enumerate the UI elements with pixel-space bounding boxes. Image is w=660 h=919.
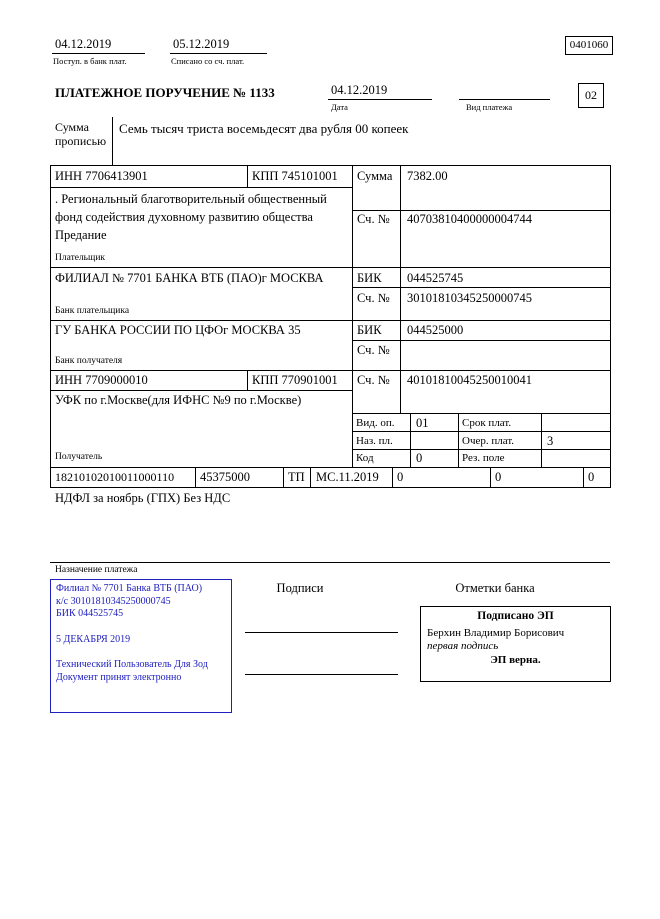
payee-bank-section-label: Банк получателя [55, 356, 123, 366]
line [352, 287, 610, 288]
doc-title: ПЛАТЕЖНОЕ ПОРУЧЕНИЕ № 1133 [55, 85, 275, 100]
esign-status: ЭП верна. [490, 654, 541, 666]
line [50, 467, 610, 468]
line [50, 390, 352, 391]
line [490, 467, 491, 487]
payer-bank-section-label: Банк плательщика [55, 306, 130, 316]
line [50, 267, 610, 268]
line [195, 467, 196, 487]
code-label: Код [356, 452, 374, 464]
payer-bank-account-label: Сч. № [357, 291, 390, 305]
esign-box [420, 606, 611, 682]
op-type-label: Вид. оп. [356, 417, 395, 429]
oktmo-value: 45375000 [200, 470, 250, 484]
received-label: Поступ. в банк плат. [53, 56, 127, 66]
line [352, 431, 610, 432]
purpose-label: Назначение платежа [55, 565, 138, 575]
line [352, 165, 353, 467]
stamp-corr-account: к/с 30101810345250000745 [56, 595, 171, 607]
payer-bank-account: 30101810345250000745 [407, 291, 532, 305]
payee-inn: ИНН 7709000010 [55, 373, 148, 387]
line [392, 467, 393, 487]
payee-bank-bik-label: БИК [357, 323, 382, 337]
payer-account-label: Сч. № [357, 212, 390, 226]
line [50, 165, 51, 487]
payee-bank-account-label: Сч. № [357, 343, 390, 357]
esign-title: Подписано ЭП [477, 610, 554, 622]
line [610, 165, 611, 487]
doc-num-value: 0 [397, 470, 404, 484]
line [247, 370, 248, 390]
line [352, 413, 610, 414]
stamp-date: 5 ДЕКАБРЯ 2019 [56, 633, 131, 645]
line [352, 449, 610, 450]
amount-value: 7382.00 [407, 169, 448, 183]
tax-type-value: 0 [588, 470, 595, 484]
signature-line [245, 674, 398, 675]
basis-value: ТП [288, 470, 305, 484]
payee-bank-name: ГУ БАНКА РОССИИ ПО ЦФОг МОСКВА 35 [55, 323, 301, 337]
payee-account: 40101810045250010041 [407, 373, 532, 387]
payer-name: . Региональный благотворительный общественный фонд содействия духовному развитию общества Предание [55, 192, 327, 242]
op-type-value: 01 [416, 416, 429, 430]
line [541, 413, 542, 467]
doc-date: 04.12.2019 [331, 83, 388, 97]
status-code-box: 02 [578, 83, 604, 108]
stamp-user: Технический Пользователь Для Зод [56, 659, 208, 670]
naz-label: Наз. пл. [356, 435, 393, 447]
payer-section-label: Плательщик [55, 253, 106, 263]
date-label: Дата [331, 102, 348, 112]
bank-stamp [50, 579, 232, 713]
line [170, 53, 267, 54]
payer-bank-bik-label: БИК [357, 271, 382, 285]
stamp-bank-name: Филиал № 7701 Банка ВТБ (ПАО) [56, 583, 203, 594]
bank-marks-label: Отметки банка [455, 581, 535, 595]
amount-words-label: Сумма прописью [55, 120, 107, 149]
line [50, 370, 610, 371]
line [50, 562, 610, 563]
line [410, 413, 411, 467]
payer-account: 40703810400000004744 [407, 212, 532, 226]
code-value: 0 [416, 451, 423, 465]
res-field-label: Рез. поле [462, 452, 505, 464]
payee-kpp: КПП 770901001 [252, 373, 338, 387]
line [458, 413, 459, 467]
payee-account-label: Сч. № [357, 373, 390, 387]
amount-words: Семь тысяч триста восемьдесят два рубля 00 копеек [119, 121, 409, 136]
received-date: 04.12.2019 [55, 37, 112, 51]
line [352, 210, 610, 211]
signatures-label: Подписи [276, 581, 324, 595]
payer-bank-name: ФИЛИАЛ № 7701 БАНКА ВТБ (ПАО)г МОСКВА [55, 271, 324, 285]
signature-line [245, 632, 398, 633]
payer-bank-bik: 044525745 [407, 271, 464, 285]
form-code-box: 0401060 [565, 36, 613, 55]
line [247, 165, 248, 187]
doc-date-value: 0 [495, 470, 502, 484]
kbk-value: 18210102010011000110 [55, 470, 175, 484]
period-value: МС.11.2019 [316, 470, 379, 484]
line [50, 320, 610, 321]
line [583, 467, 584, 487]
payer-inn: ИНН 7706413901 [55, 169, 148, 183]
line [328, 99, 432, 100]
line [283, 467, 284, 487]
line [50, 165, 610, 166]
term-label: Срок плат. [462, 417, 512, 429]
line [352, 340, 610, 341]
line [459, 99, 550, 100]
stamp-note: Документ принят электронно [56, 671, 182, 683]
payer-kpp: КПП 745101001 [252, 169, 338, 183]
line [112, 117, 113, 165]
order-label: Очер. плат. [462, 435, 515, 447]
payee-section-label: Получатель [55, 452, 103, 462]
line [310, 467, 311, 487]
payment-type-label: Вид платежа [466, 102, 513, 112]
written-off-date: 05.12.2019 [173, 37, 230, 51]
stamp-bik: БИК 044525745 [56, 608, 124, 619]
line [52, 53, 145, 54]
amount-label: Сумма [357, 169, 393, 183]
line [400, 165, 401, 413]
order-value: 3 [547, 434, 554, 448]
esign-name: Берхин Владимир Борисович [427, 627, 565, 639]
esign-role: первая подпись [427, 640, 499, 652]
written-off-label: Списано со сч. плат. [171, 56, 245, 66]
line [50, 487, 611, 488]
payee-bank-bik: 044525000 [407, 323, 464, 337]
payee-name: УФК по г.Москве(для ИФНС №9 по г.Москве) [55, 393, 302, 407]
line [50, 187, 352, 188]
purpose-text: НДФЛ за ноябрь (ГПХ) Без НДС [55, 491, 231, 505]
